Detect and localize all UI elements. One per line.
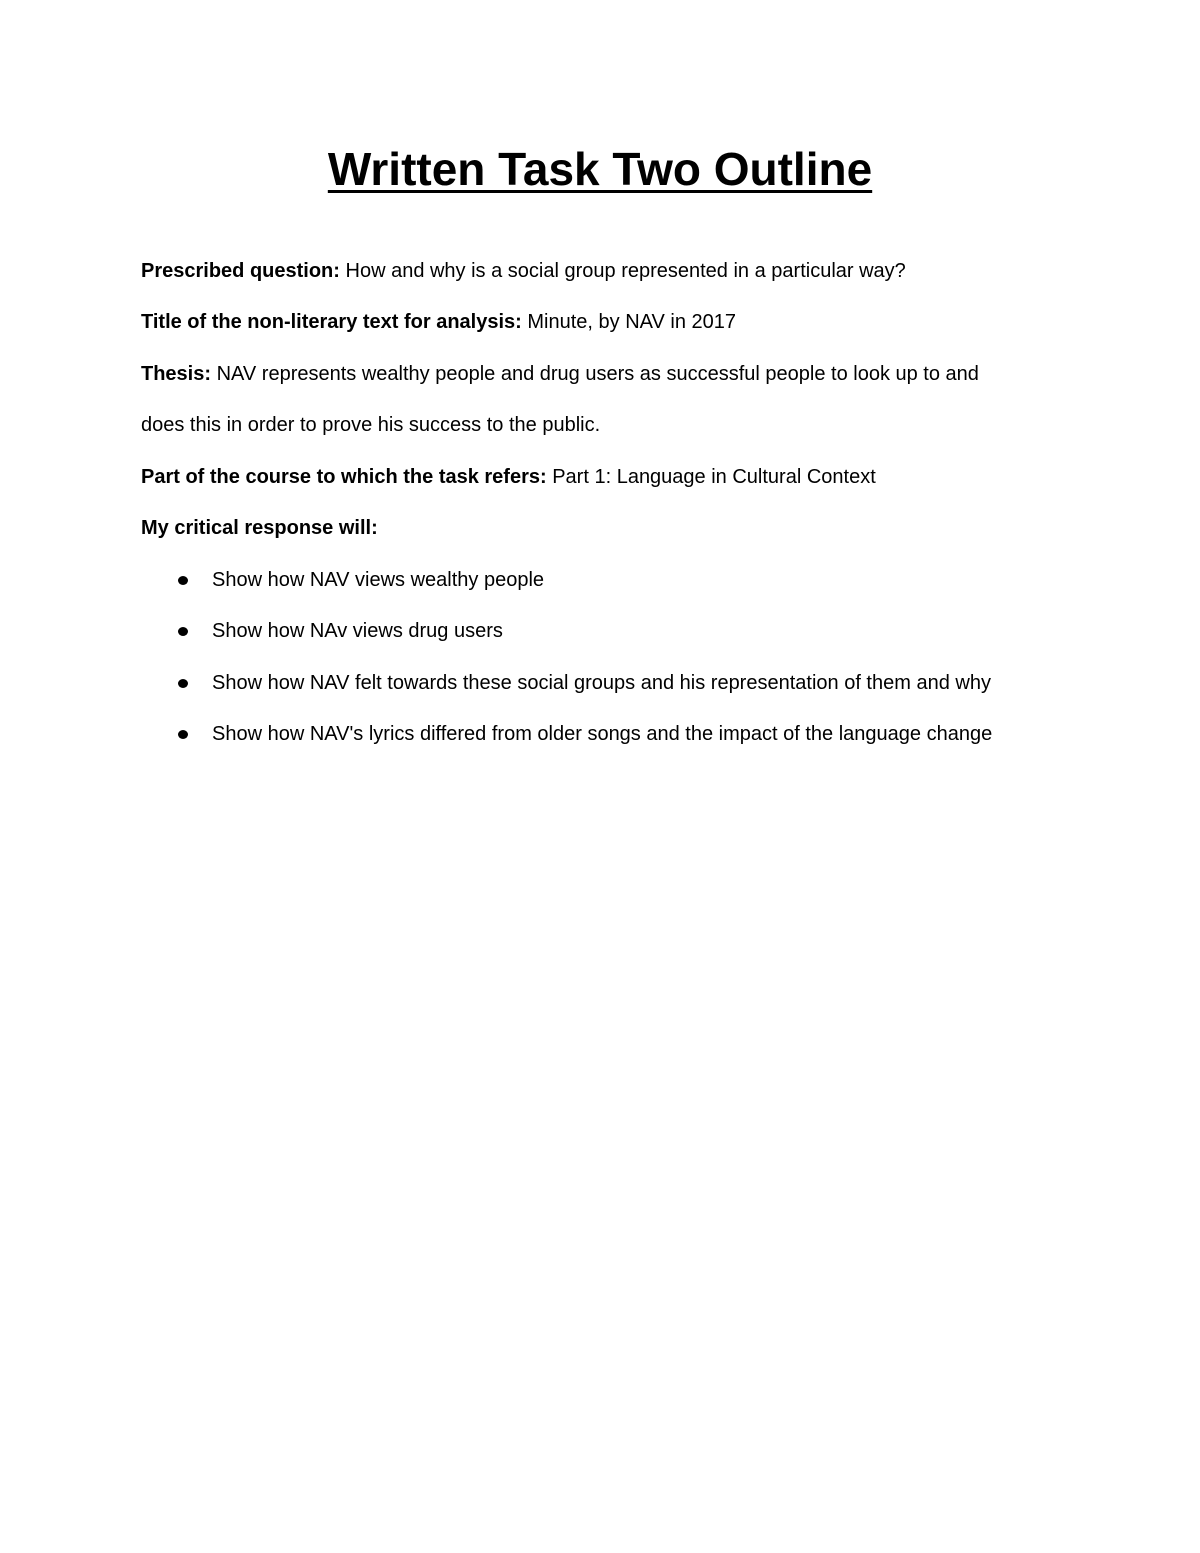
prescribed-question-line bbox=[141, 259, 906, 283]
course-part-line bbox=[141, 465, 876, 489]
list-item-text: Show how NAV views wealthy people bbox=[212, 569, 545, 591]
thesis-value-line2: does this in order to prove his success to the public. bbox=[141, 414, 601, 436]
prescribed-question-label: Prescribed question: bbox=[141, 260, 340, 282]
document-title: Written Task Two Outline bbox=[327, 143, 873, 195]
list-item-text: Show how NAV felt towards these social groups and his representation of them and why bbox=[212, 672, 991, 694]
thesis-label: Thesis: bbox=[141, 363, 212, 385]
text-title-label: Title of the non-literary text for analysis: bbox=[141, 311, 522, 333]
course-part-label: Part of the course to which the task refers: bbox=[141, 466, 547, 488]
list-item-text: Show how NAv views drug users bbox=[212, 620, 503, 642]
prescribed-question-value: How and why is a social group represented in a particular way? bbox=[345, 260, 906, 282]
critical-response-line bbox=[141, 516, 378, 540]
thesis-value-line1: NAV represents wealthy people and drug users as successful people to look up to and bbox=[216, 363, 979, 385]
critical-response-label: My critical response will: bbox=[141, 517, 378, 539]
bullet-icon bbox=[178, 576, 188, 585]
bullet-icon bbox=[178, 730, 188, 739]
list-item-text: Show how NAV's lyrics differed from older songs and the impact of the language change bbox=[212, 723, 993, 745]
thesis-continuation-line bbox=[141, 413, 600, 437]
bullet-icon bbox=[178, 679, 188, 688]
bullet-icon bbox=[178, 627, 188, 636]
thesis-line bbox=[141, 362, 979, 386]
course-part-value: Part 1: Language in Cultural Context bbox=[552, 466, 876, 488]
text-title-line bbox=[141, 310, 736, 334]
text-title-value: Minute, by NAV in 2017 bbox=[527, 311, 737, 333]
